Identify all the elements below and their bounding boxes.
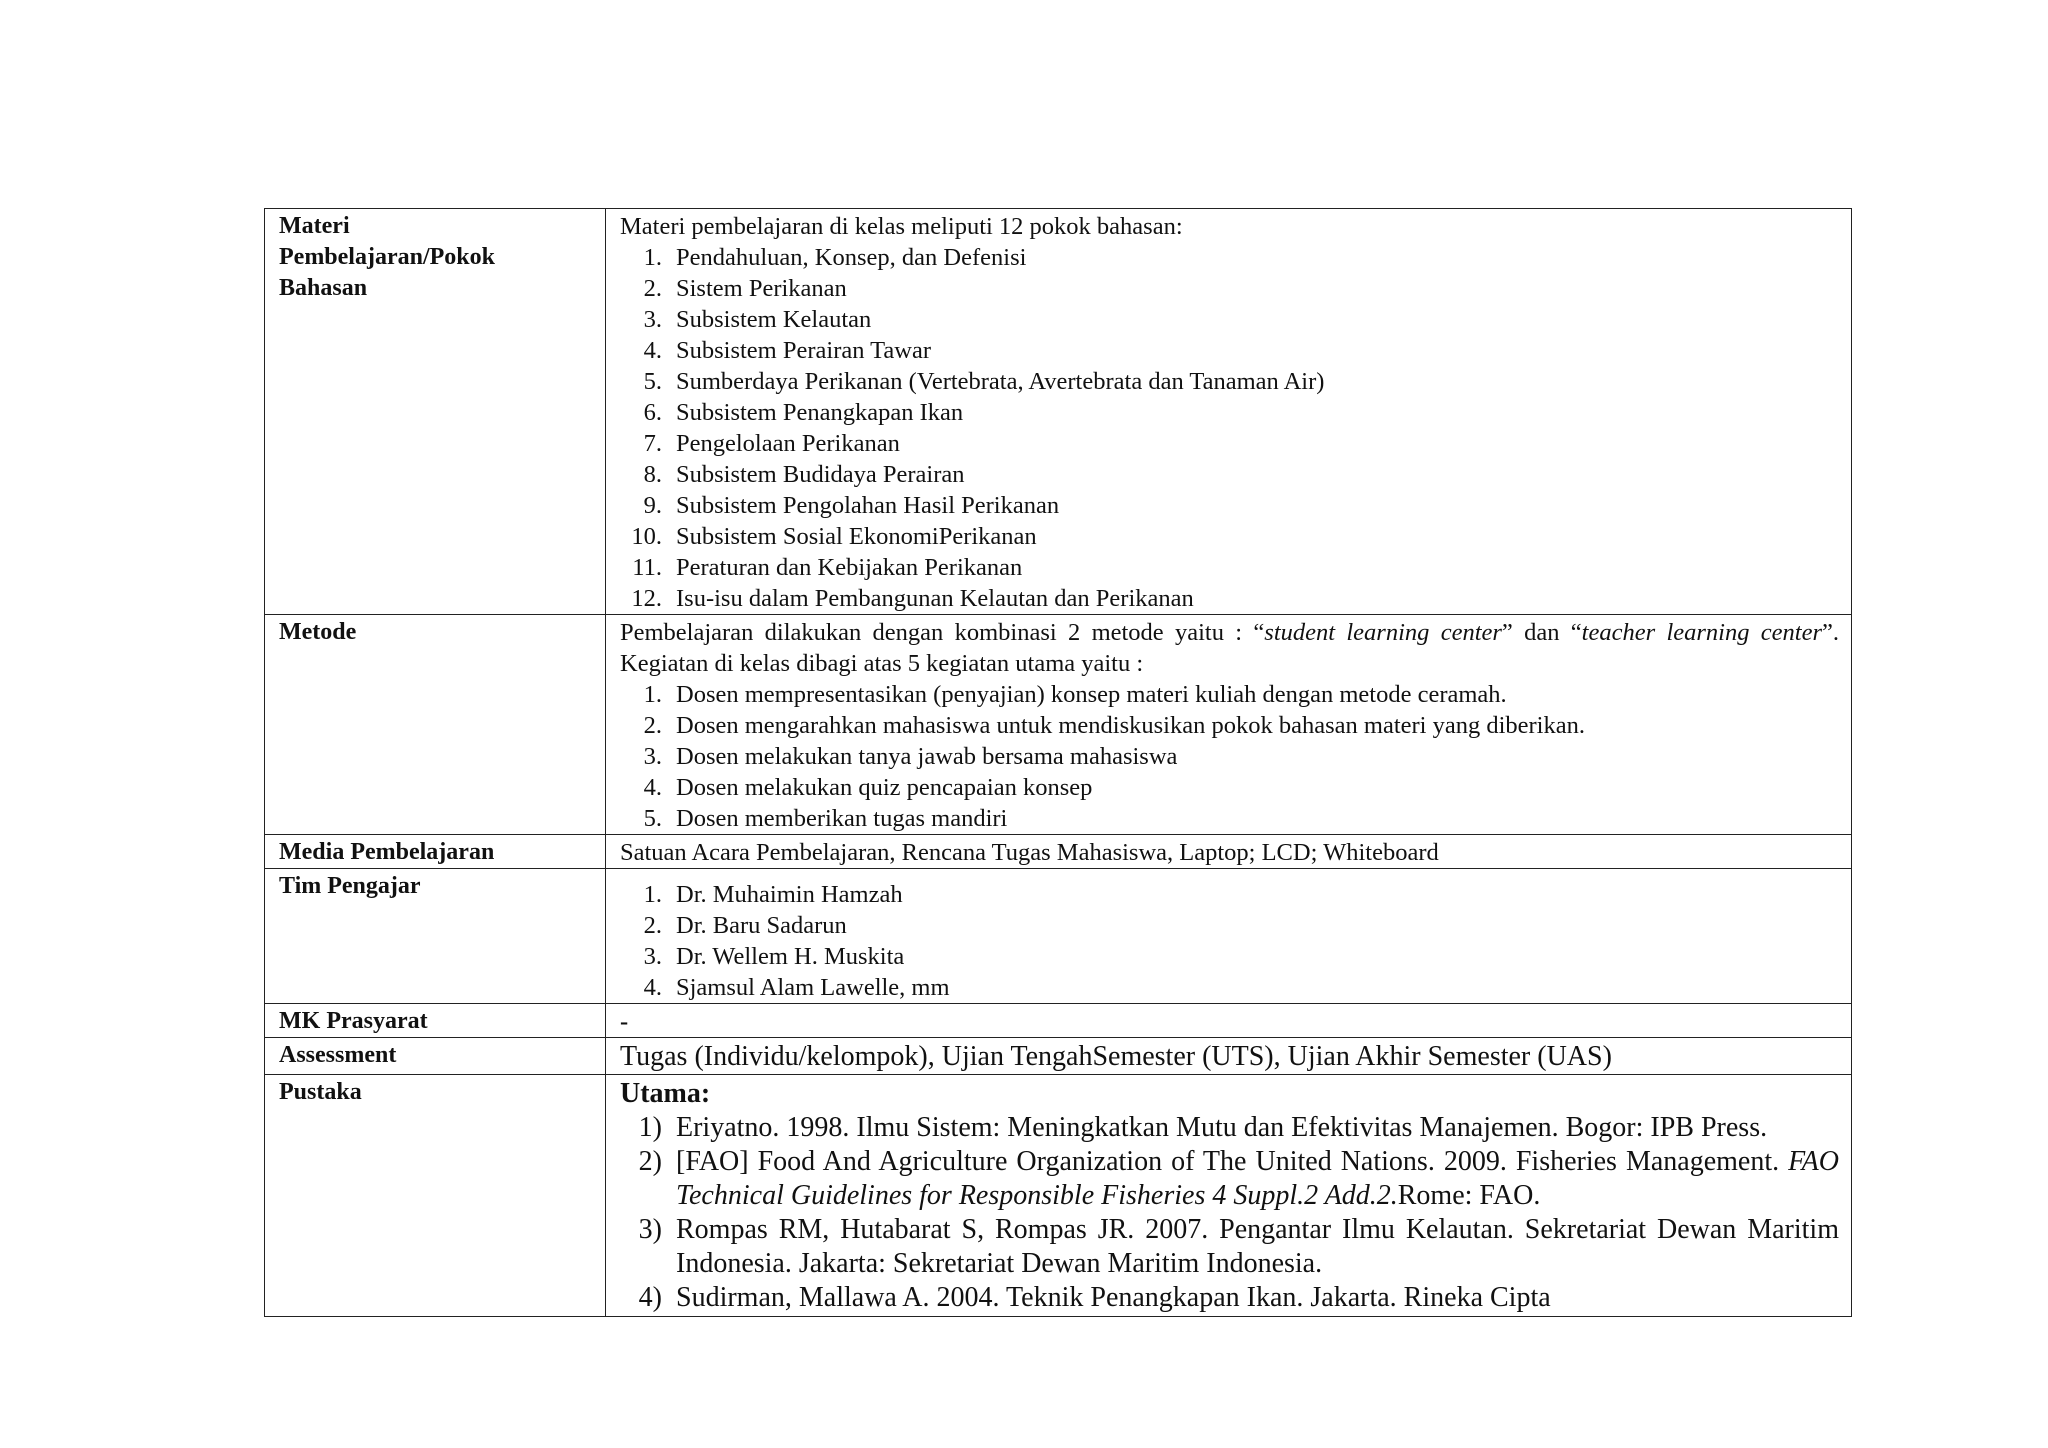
list-item <box>620 459 1839 490</box>
label-assessment: Assessment <box>265 1038 606 1075</box>
list-item <box>620 741 1839 772</box>
item-text: Dosen mempresentasikan (penyajian) konsep materi kuliah dengan metode ceramah. <box>676 681 1507 708</box>
list-item <box>620 879 1839 910</box>
pustaka-list <box>620 1111 1839 1315</box>
item-text: Dosen memberikan tugas mandiri <box>676 805 1008 832</box>
metode-intro-b: ” dan “ <box>1501 619 1582 646</box>
metode-intro-a: Pembelajaran dilakukan dengan kombinasi 2 metode yaitu : “ <box>620 619 1265 646</box>
row-media <box>265 835 1852 869</box>
label-materi-line-3: Bahasan <box>279 275 368 301</box>
row-tim <box>265 869 1852 1004</box>
item-number: 5. <box>643 805 662 832</box>
list-item <box>620 941 1839 972</box>
item-number: 5. <box>643 368 662 395</box>
item-text: Rompas RM, Hutabarat S, Rompas JR. 2007. Pengantar Ilmu Kelautan. Sekretariat Dewan Maritim Indonesia. Jakarta: Sekretariat Dewan Maritim Indonesia. <box>676 1214 1839 1279</box>
label-media: Media Pembelajaran <box>265 835 606 869</box>
materi-list <box>620 242 1839 614</box>
list-item <box>620 1281 1839 1315</box>
item-number: 1. <box>643 244 662 271</box>
ref-text-b: Rome: FAO. <box>1397 1180 1541 1211</box>
item-text: Isu-isu dalam Pembangunan Kelautan dan Perikanan <box>676 585 1194 612</box>
label-metode: Metode <box>265 615 606 835</box>
item-number: 2. <box>643 275 662 302</box>
list-item <box>620 1213 1839 1281</box>
item-number: 6. <box>643 399 662 426</box>
content-media: Satuan Acara Pembelajaran, Rencana Tugas Mahasiswa, Laptop; LCD; Whiteboard <box>606 835 1852 869</box>
row-metode <box>265 615 1852 835</box>
item-number: 1) <box>638 1112 662 1143</box>
item-text: Subsistem Perairan Tawar <box>676 337 932 364</box>
list-item <box>620 335 1839 366</box>
item-text: Dr. Baru Sadarun <box>676 912 847 939</box>
pustaka-heading: Utama: <box>620 1078 711 1109</box>
item-number: 3) <box>638 1214 662 1245</box>
label-tim: Tim Pengajar <box>265 869 606 1004</box>
item-text <box>676 1145 1839 1213</box>
list-item <box>620 552 1839 583</box>
list-item <box>620 583 1839 614</box>
row-assessment <box>265 1038 1852 1075</box>
item-number: 8. <box>643 461 662 488</box>
list-item <box>620 1145 1839 1213</box>
item-text: Subsistem Kelautan <box>676 306 872 333</box>
content-materi <box>606 209 1852 615</box>
item-text: Eriyatno. 1998. Ilmu Sistem: Meningkatkan Mutu dan Efektivitas Manajemen. Bogor: IPB Press. <box>676 1112 1768 1143</box>
metode-intro <box>620 617 1839 679</box>
row-prasyarat <box>265 1004 1852 1038</box>
item-number: 1. <box>643 681 662 708</box>
list-item <box>620 397 1839 428</box>
list-item <box>620 710 1839 741</box>
label-materi-line-2: Pembelajaran/Pokok <box>279 244 495 270</box>
list-item <box>620 490 1839 521</box>
item-text: Subsistem Penangkapan Ikan <box>676 399 964 426</box>
label-materi <box>265 209 606 615</box>
item-text: Subsistem Budidaya Perairan <box>676 461 965 488</box>
item-number: 9. <box>643 492 662 519</box>
content-assessment: Tugas (Individu/kelompok), Ujian TengahSemester (UTS), Ujian Akhir Semester (UAS) <box>606 1038 1852 1075</box>
list-item <box>620 803 1839 834</box>
metode-intro-em-2: teacher learning center <box>1581 619 1822 646</box>
item-text: Pendahuluan, Konsep, dan Defenisi <box>676 244 1027 271</box>
item-text: Subsistem Sosial EkonomiPerikanan <box>676 523 1037 550</box>
item-text: Peraturan dan Kebijakan Perikanan <box>676 554 1023 581</box>
item-number: 7. <box>643 430 662 457</box>
item-number: 11. <box>632 554 662 581</box>
content-tim <box>606 869 1852 1004</box>
list-item <box>620 521 1839 552</box>
list-item <box>620 679 1839 710</box>
item-text: Pengelolaan Perikanan <box>676 430 900 457</box>
list-item <box>620 273 1839 304</box>
item-text: Dr. Muhaimin Hamzah <box>676 881 903 908</box>
item-number: 2) <box>638 1146 662 1177</box>
item-text: Dosen mengarahkan mahasiswa untuk mendiskusikan pokok bahasan materi yang diberikan. <box>676 712 1585 739</box>
list-item <box>620 972 1839 1003</box>
item-number: 4. <box>643 774 662 801</box>
list-item <box>620 304 1839 335</box>
item-text: Subsistem Pengolahan Hasil Perikanan <box>676 492 1060 519</box>
content-prasyarat: - <box>606 1004 1852 1038</box>
metode-intro-c: ”. Kegiatan di kelas dibagi atas 5 kegiatan utama yaitu : <box>620 619 1839 677</box>
content-metode <box>606 615 1852 835</box>
list-item <box>620 772 1839 803</box>
item-number: 2. <box>643 912 662 939</box>
materi-intro: Materi pembelajaran di kelas meliputi 12 pokok bahasan: <box>620 213 1183 240</box>
list-item <box>620 242 1839 273</box>
label-prasyarat: MK Prasyarat <box>265 1004 606 1038</box>
label-materi-line-1: Materi <box>279 213 350 239</box>
item-text: Sistem Perikanan <box>676 275 847 302</box>
ref-text-a: [FAO] Food And Agriculture Organization of The United Nations. 2009. Fisheries Management. <box>676 1146 1789 1177</box>
row-materi <box>265 209 1852 615</box>
item-number: 3. <box>643 943 662 970</box>
metode-list <box>620 679 1839 834</box>
item-text: Sumberdaya Perikanan (Vertebrata, Avertebrata dan Tanaman Air) <box>676 368 1325 395</box>
list-item <box>620 366 1839 397</box>
item-number: 1. <box>643 881 662 908</box>
item-text: Dr. Wellem H. Muskita <box>676 943 905 970</box>
row-pustaka <box>265 1075 1852 1317</box>
list-item <box>620 428 1839 459</box>
list-item <box>620 910 1839 941</box>
list-item <box>620 1111 1839 1145</box>
item-number: 3. <box>643 743 662 770</box>
item-text: Dosen melakukan tanya jawab bersama mahasiswa <box>676 743 1178 770</box>
content-pustaka <box>606 1075 1852 1317</box>
syllabus-table <box>264 208 1852 1317</box>
item-text: Dosen melakukan quiz pencapaian konsep <box>676 774 1093 801</box>
tim-list <box>620 879 1839 1003</box>
item-number: 4) <box>638 1282 662 1313</box>
item-text: Sudirman, Mallawa A. 2004. Teknik Penangkapan Ikan. Jakarta. Rineka Cipta <box>676 1282 1551 1313</box>
item-number: 3. <box>643 306 662 333</box>
ref-text-em: FAO Technical Guidelines for Responsible Fisheries 4 Suppl.2 Add.2. <box>676 1146 1839 1211</box>
item-number: 12. <box>631 585 662 612</box>
metode-intro-em-1: student learning center <box>1264 619 1502 646</box>
label-pustaka: Pustaka <box>265 1075 606 1317</box>
item-number: 4. <box>643 337 662 364</box>
item-number: 2. <box>643 712 662 739</box>
item-number: 4. <box>643 974 662 1001</box>
item-number: 10. <box>631 523 662 550</box>
item-text: Sjamsul Alam Lawelle, mm <box>676 974 950 1001</box>
